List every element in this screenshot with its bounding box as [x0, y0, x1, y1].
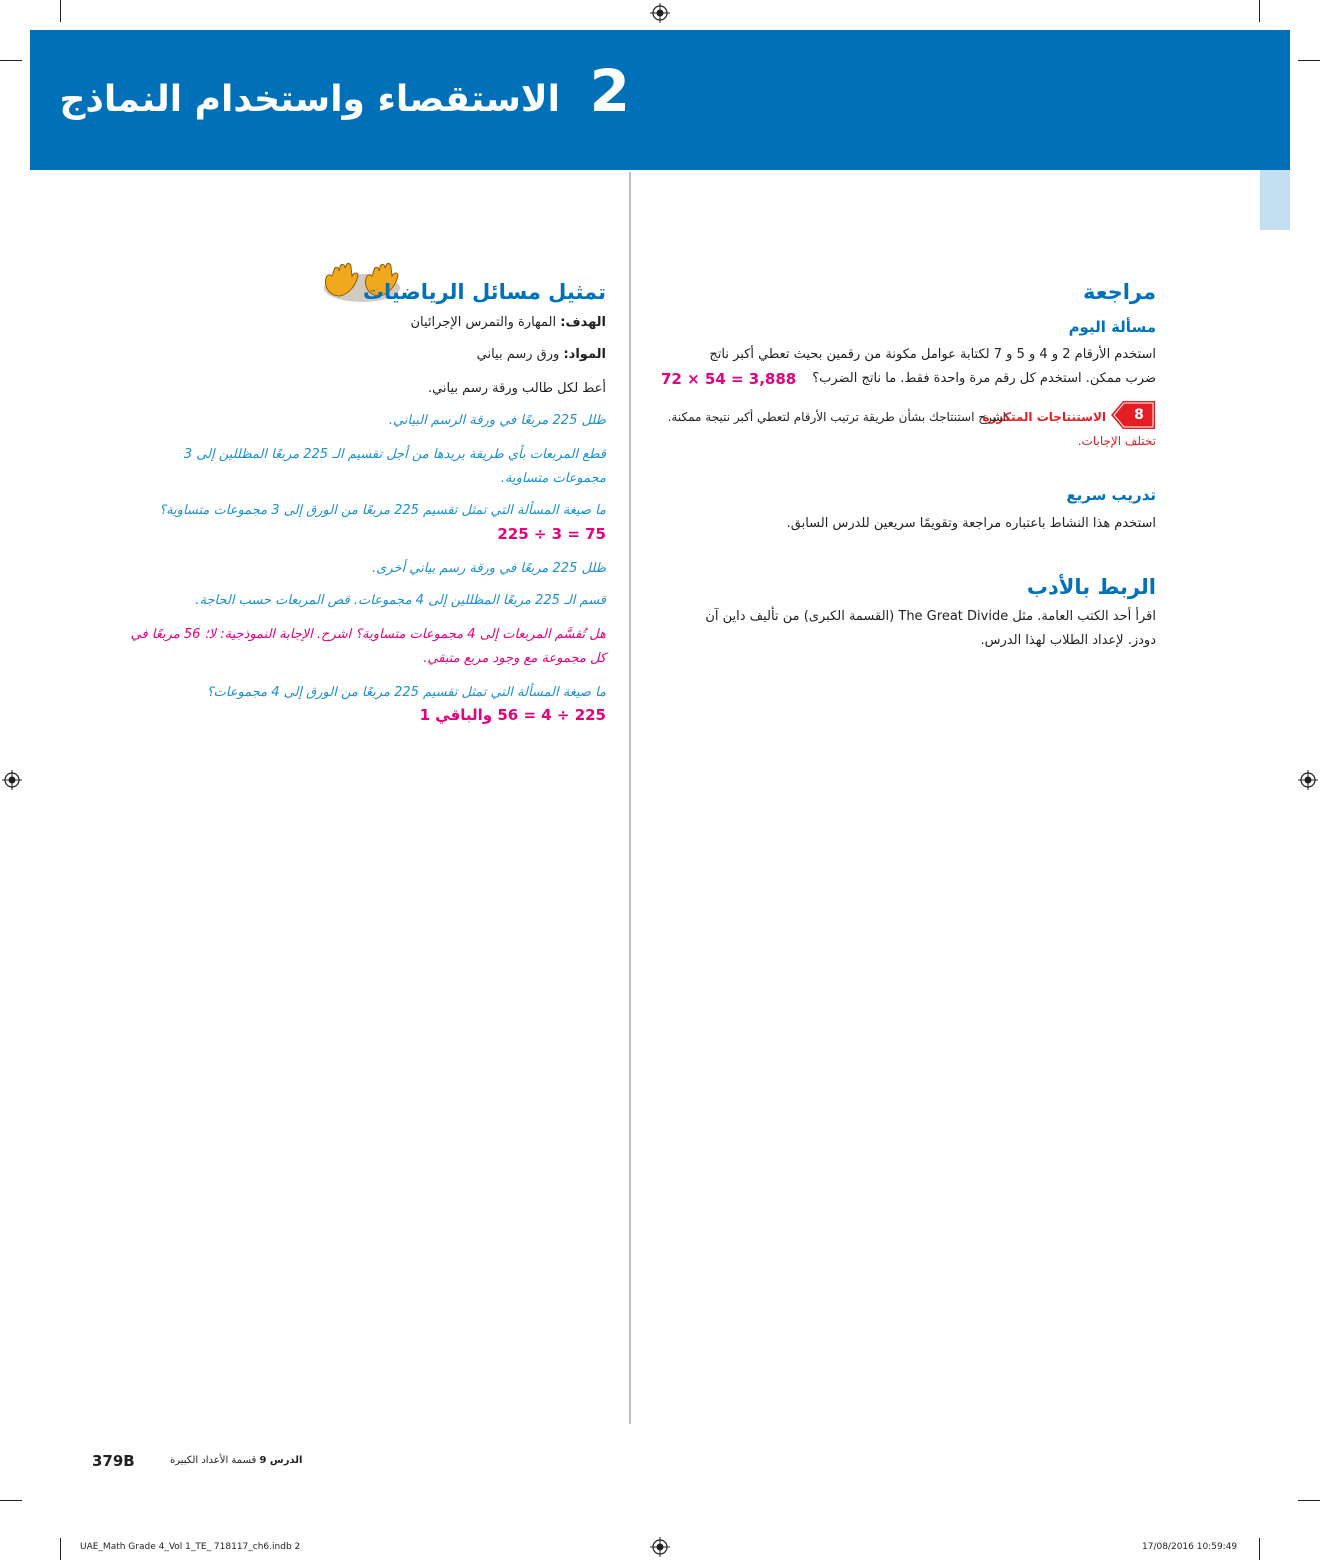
step-1: ظلل 225 مربعًا في ورقة الرسم البياني.	[388, 413, 606, 428]
footer-lesson-title: قسمة الأعداد الكبيرة	[170, 1455, 257, 1466]
footer-lesson	[170, 1454, 302, 1468]
equation-2: 225 ÷ 4 = 56 والباقي 1	[419, 706, 606, 724]
step-6-line-2: كل مجموعة مع وجود مربع متبقي.	[423, 651, 606, 666]
literature-line-1: اقرأ أحد الكتب العامة. مثل The Great Divide (القسمة الكبرى) من تأليف داين آن	[705, 609, 1156, 624]
registration-mark-icon	[2, 770, 22, 790]
crop-mark	[1298, 60, 1320, 61]
practice-label: الاستنتاجات المتكررة	[982, 410, 1106, 424]
materials-row	[477, 346, 606, 364]
materials-label: المواد:	[563, 347, 606, 362]
crop-mark	[1259, 0, 1260, 22]
goal-text: المهارة والتمرس الإجرائيان	[410, 315, 557, 330]
fast-review-text: استخدم هذا النشاط باعتباره مراجعة وتقويمًا سريعين للدرس السابق.	[786, 516, 1156, 531]
goal-row	[411, 314, 607, 332]
crop-mark	[0, 60, 22, 61]
footer-lesson-label: الدرس 9	[259, 1455, 303, 1466]
registration-mark-icon	[1298, 770, 1318, 790]
equation-1: 225 ÷ 3 = 75	[497, 525, 606, 543]
problem-of-day-title: مسألة اليوم	[1068, 318, 1156, 336]
practice-text: اشرح استنتاجك بشأن طريقة ترتيب الأرقام لتعطي أكبر نتيجة ممكنة.	[667, 410, 1006, 424]
timestamp: 17/08/2016 10:59:49	[1142, 1542, 1238, 1552]
activity-heading: تمثيل مسائل الرياضيات	[362, 280, 606, 304]
column-divider	[629, 172, 631, 1424]
banner-title: الاستقصاء واستخدام النماذج	[59, 79, 560, 120]
practice-badge-number: 8	[1134, 407, 1144, 423]
crop-mark	[0, 1500, 22, 1501]
crop-mark	[60, 1538, 61, 1560]
literature-title: الربط بالأدب	[1026, 575, 1156, 599]
review-heading: مراجعة	[1083, 280, 1156, 304]
step-5: قسم الـ 225 مربعًا المظللين إلى 4 مجموعات. قص المربعات حسب الحاجة.	[195, 593, 606, 608]
crop-mark	[1298, 1500, 1320, 1501]
problem-line-2: ضرب ممكن. استخدم كل رقم مرة واحدة فقط. ما ناتج الضرب؟	[812, 371, 1156, 386]
practice-note: تختلف الإجابات.	[1077, 434, 1156, 448]
step-7: ما صيغة المسألة التي تمثل تقسيم 225 مربعًا من الورق إلى 4 مجموعات؟	[206, 685, 606, 700]
problem-answer: 72 × 54 = 3,888	[661, 370, 797, 388]
problem-line-1: استخدم الأرقام 2 و 4 و 5 و 7 لكتابة عوامل مكونة من رقمين بحيث تعطي أكبر ناتج	[709, 347, 1156, 362]
materials-text: ورق رسم بياني	[476, 347, 560, 362]
goal-label: الهدف:	[560, 315, 606, 330]
side-tab	[1260, 170, 1290, 230]
crop-mark	[1259, 1538, 1260, 1560]
literature-line-2: دودز. لإعداد الطلاب لهذا الدرس.	[980, 633, 1156, 648]
step-2-line-2: مجموعات متساوية.	[500, 471, 606, 486]
instruction-text: أعط لكل طالب ورقة رسم بياني.	[427, 381, 606, 396]
file-info: UAE_Math Grade 4_Vol 1_TE_ 718117_ch6.indb 2	[80, 1542, 301, 1552]
step-2-line-1: قطع المربعات بأي طريقة يريدها من أجل تقسيم الـ 225 مربعًا المظللين إلى 3	[183, 447, 606, 462]
crop-mark	[60, 0, 61, 22]
registration-mark-icon	[650, 1537, 670, 1557]
step-4: ظلل 225 مربعًا في ورقة رسم بياني أخرى.	[372, 561, 606, 576]
step-3: ما صيغة المسألة التي تمثل تقسيم 225 مربعًا من الورق إلى 3 مجموعات متساوية؟	[159, 503, 606, 518]
registration-mark-icon	[650, 3, 670, 23]
fast-review-title: تدريب سريع	[1066, 486, 1156, 504]
banner-number: 2	[589, 57, 630, 125]
step-6-line-1: هل تُقسَّم المربعات إلى 4 مجموعات متساوية؟ اشرح. الإجابة النموذجية: لا؛ 56 مربعًا في	[130, 627, 606, 642]
page-number: 379B	[92, 1452, 135, 1470]
